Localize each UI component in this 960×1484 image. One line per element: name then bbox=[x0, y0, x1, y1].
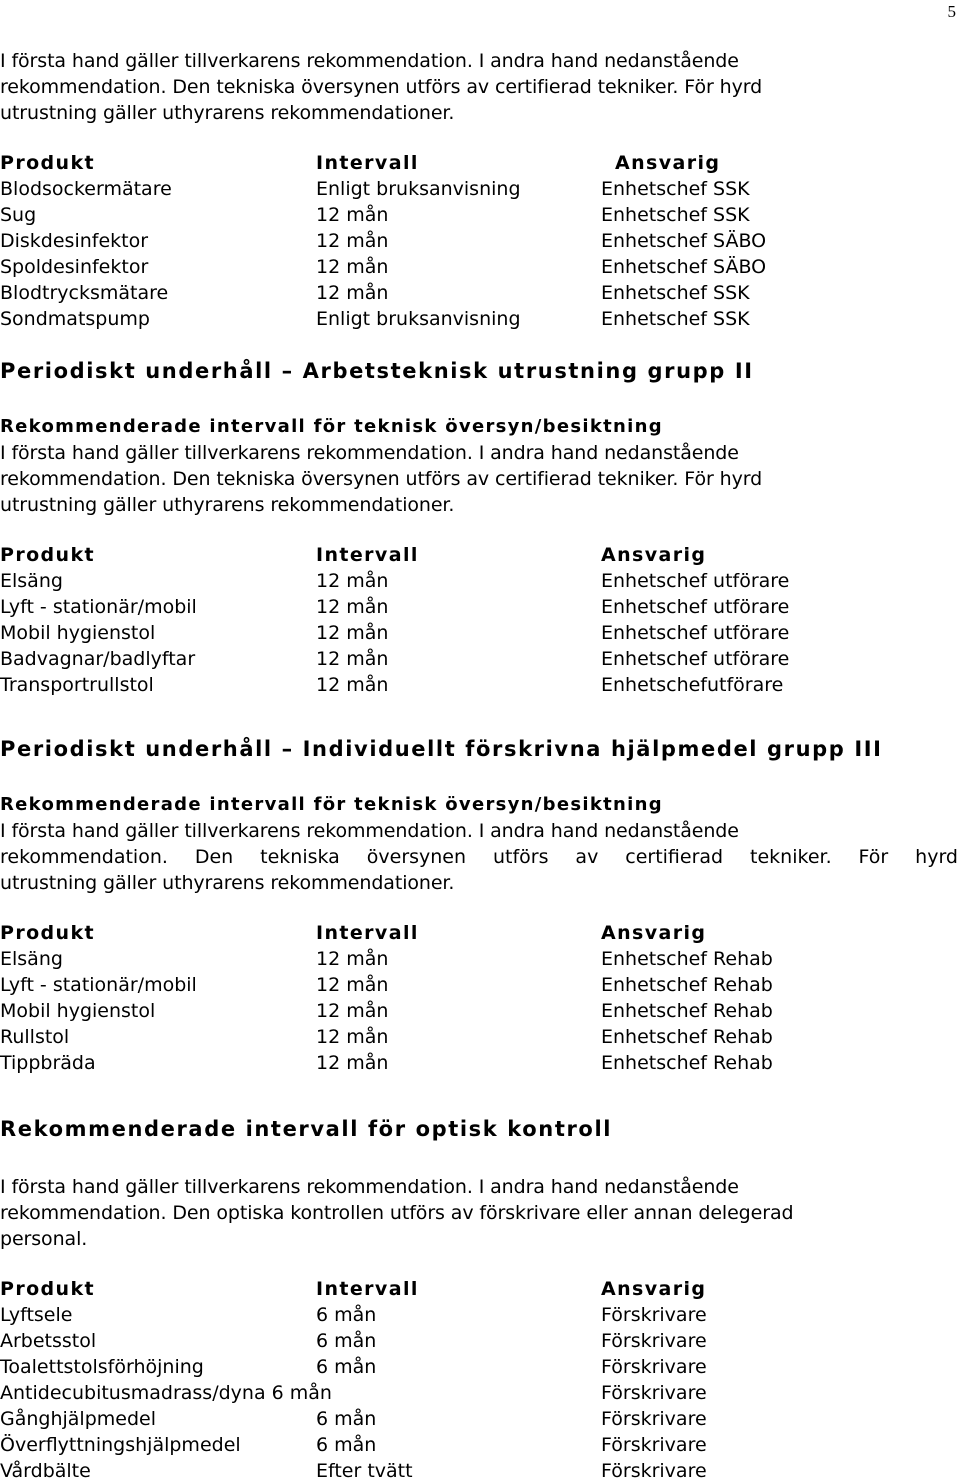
table-header-row bbox=[0, 542, 958, 568]
page-number: 5 bbox=[947, 2, 956, 21]
table-row bbox=[0, 1432, 958, 1458]
cell-ansvarig: Enhetschef Rehab bbox=[601, 948, 773, 970]
header-ansvarig: Ansvarig bbox=[601, 1278, 707, 1300]
table-optisk-kontroll bbox=[0, 1276, 958, 1484]
intro-paragraph bbox=[0, 48, 958, 126]
cell-ansvarig: Enhetschef SSK bbox=[601, 308, 750, 330]
cell-produkt: Blodtrycksmätare bbox=[0, 282, 169, 304]
header-produkt: Produkt bbox=[0, 544, 95, 566]
table-grupp-iii bbox=[0, 920, 958, 1076]
table-row bbox=[0, 594, 958, 620]
table-row bbox=[0, 646, 958, 672]
table-row bbox=[0, 620, 958, 646]
cell-produkt: Vårdbälte bbox=[0, 1460, 91, 1482]
cell-ansvarig: Förskrivare bbox=[601, 1460, 707, 1482]
paragraph-line: rekommendation. Den optiska kontrollen utförs av förskrivare eller annan delegerad bbox=[0, 1202, 794, 1224]
table-row bbox=[0, 1380, 958, 1406]
table-row bbox=[0, 228, 958, 254]
cell-intervall: 12 mån bbox=[316, 1052, 389, 1074]
table-row bbox=[0, 1050, 958, 1076]
header-ansvarig: Ansvarig bbox=[615, 152, 721, 174]
cell-produkt: Lyft - stationär/mobil bbox=[0, 974, 197, 996]
paragraph-line: I första hand gäller tillverkarens rekommendation. I andra hand nedanstående bbox=[0, 1176, 739, 1198]
table-row bbox=[0, 568, 958, 594]
paragraph-line: utrustning gäller uthyrarens rekommendationer. bbox=[0, 494, 455, 516]
cell-intervall: 12 mån bbox=[316, 648, 389, 670]
table-row bbox=[0, 176, 958, 202]
cell-ansvarig: Förskrivare bbox=[601, 1356, 707, 1378]
section-heading: Periodiskt underhåll – Arbetsteknisk utrustning grupp II bbox=[0, 359, 754, 383]
cell-produkt: Mobil hygienstol bbox=[0, 622, 156, 644]
table-row bbox=[0, 1354, 958, 1380]
cell-ansvarig: Förskrivare bbox=[601, 1304, 707, 1326]
paragraph-line: I första hand gäller tillverkarens rekommendation. I andra hand nedanstående bbox=[0, 442, 739, 464]
paragraph-line: rekommendation. Den tekniska översynen utförs av certifierad tekniker. För hyrd bbox=[0, 468, 763, 490]
cell-ansvarig: Enhetschef Rehab bbox=[601, 1000, 773, 1022]
header-ansvarig: Ansvarig bbox=[601, 544, 707, 566]
paragraph-line: I första hand gäller tillverkarens rekommendation. I andra hand nedanstående bbox=[0, 820, 739, 842]
paragraph-line: rekommendation. Den tekniska översynen utförs av certifierad tekniker. För hyrd bbox=[0, 76, 763, 98]
cell-produkt: Elsäng bbox=[0, 948, 63, 970]
cell-intervall: 12 mån bbox=[316, 622, 389, 644]
cell-produkt: Sug bbox=[0, 204, 37, 226]
cell-produkt: Lyftsele bbox=[0, 1304, 73, 1326]
table-row bbox=[0, 202, 958, 228]
table-row bbox=[0, 946, 958, 972]
cell-intervall: 6 mån bbox=[316, 1434, 377, 1456]
cell-ansvarig: Enhetschef utförare bbox=[601, 648, 790, 670]
table-row bbox=[0, 972, 958, 998]
cell-ansvarig: Förskrivare bbox=[601, 1330, 707, 1352]
cell-intervall: 12 mån bbox=[316, 948, 389, 970]
paragraph-line: utrustning gäller uthyrarens rekommendationer. bbox=[0, 872, 455, 894]
section-paragraph bbox=[0, 1174, 958, 1252]
cell-ansvarig: Enhetschef SSK bbox=[601, 204, 750, 226]
paragraph-line: personal. bbox=[0, 1228, 88, 1250]
section-paragraph bbox=[0, 818, 958, 896]
cell-produkt: Toalettstolsförhöjning bbox=[0, 1356, 204, 1378]
cell-ansvarig: Enhetschefutförare bbox=[601, 674, 784, 696]
table-row bbox=[0, 1406, 958, 1432]
cell-intervall: 6 mån bbox=[316, 1408, 377, 1430]
cell-intervall: 12 mån bbox=[316, 256, 389, 278]
table-row bbox=[0, 1328, 958, 1354]
cell-intervall: Enligt bruksanvisning bbox=[316, 308, 521, 330]
cell-intervall: 6 mån bbox=[316, 1304, 377, 1326]
section-paragraph bbox=[0, 440, 958, 518]
cell-ansvarig: Enhetschef utförare bbox=[601, 570, 790, 592]
cell-produkt: Diskdesinfektor bbox=[0, 230, 149, 252]
cell-ansvarig: Enhetschef Rehab bbox=[601, 974, 773, 996]
paragraph-line: utrustning gäller uthyrarens rekommendationer. bbox=[0, 102, 455, 124]
cell-intervall: 12 mån bbox=[316, 1000, 389, 1022]
cell-produkt: Rullstol bbox=[0, 1026, 70, 1048]
table-row bbox=[0, 306, 958, 332]
cell-produkt: Lyft - stationär/mobil bbox=[0, 596, 197, 618]
cell-intervall: 12 mån bbox=[316, 596, 389, 618]
cell-produkt: Spoldesinfektor bbox=[0, 256, 149, 278]
cell-ansvarig: Enhetschef SSK bbox=[601, 178, 750, 200]
cell-ansvarig: Enhetschef Rehab bbox=[601, 1052, 773, 1074]
table-row bbox=[0, 672, 958, 698]
cell-produkt: Elsäng bbox=[0, 570, 63, 592]
table-grupp-ii bbox=[0, 542, 958, 698]
cell-intervall: 12 mån bbox=[316, 974, 389, 996]
cell-ansvarig: Enhetschef Rehab bbox=[601, 1026, 773, 1048]
section-heading: Periodiskt underhåll – Individuellt förskrivna hjälpmedel grupp III bbox=[0, 737, 883, 761]
table-grupp-i bbox=[0, 150, 958, 332]
cell-produkt: Arbetsstol bbox=[0, 1330, 97, 1352]
table-row bbox=[0, 1024, 958, 1050]
cell-intervall: 12 mån bbox=[316, 674, 389, 696]
table-row bbox=[0, 254, 958, 280]
cell-ansvarig: Förskrivare bbox=[601, 1408, 707, 1430]
section-subheading: Rekommenderade intervall för teknisk översyn/besiktning bbox=[0, 416, 663, 437]
cell-produkt: Tippbräda bbox=[0, 1052, 96, 1074]
table-row bbox=[0, 280, 958, 306]
cell-ansvarig: Enhetschef SSK bbox=[601, 282, 750, 304]
cell-intervall: Efter tvätt bbox=[316, 1460, 413, 1482]
cell-ansvarig: Enhetschef SÄBO bbox=[601, 256, 767, 278]
header-intervall: Intervall bbox=[316, 544, 419, 566]
table-header-row bbox=[0, 150, 958, 176]
cell-intervall: 12 mån bbox=[316, 282, 389, 304]
cell-ansvarig: Enhetschef utförare bbox=[601, 596, 790, 618]
cell-produkt: Transportrullstol bbox=[0, 674, 154, 696]
cell-intervall: 6 mån bbox=[316, 1330, 377, 1352]
cell-intervall: 12 mån bbox=[316, 1026, 389, 1048]
table-header-row bbox=[0, 1276, 958, 1302]
cell-intervall: Enligt bruksanvisning bbox=[316, 178, 521, 200]
table-row bbox=[0, 998, 958, 1024]
header-produkt: Produkt bbox=[0, 152, 95, 174]
section-heading: Rekommenderade intervall för optisk kontroll bbox=[0, 1117, 613, 1141]
cell-produkt: Gånghjälpmedel bbox=[0, 1408, 156, 1430]
table-row bbox=[0, 1458, 958, 1484]
cell-intervall: 6 mån bbox=[316, 1356, 377, 1378]
header-intervall: Intervall bbox=[316, 152, 419, 174]
cell-ansvarig: Förskrivare bbox=[601, 1434, 707, 1456]
paragraph-line: I första hand gäller tillverkarens rekommendation. I andra hand nedanstående bbox=[0, 50, 739, 72]
cell-intervall: 12 mån bbox=[316, 570, 389, 592]
cell-produkt: Blodsockermätare bbox=[0, 178, 172, 200]
cell-ansvarig: Enhetschef SÄBO bbox=[601, 230, 767, 252]
table-header-row bbox=[0, 920, 958, 946]
cell-produkt: Badvagnar/badlyftar bbox=[0, 648, 196, 670]
paragraph-line: rekommendation. Den tekniska översynen utförs av certifierad tekniker. För hyrd bbox=[0, 846, 958, 868]
cell-produkt: Mobil hygienstol bbox=[0, 1000, 156, 1022]
header-intervall: Intervall bbox=[316, 1278, 419, 1300]
header-ansvarig: Ansvarig bbox=[601, 922, 707, 944]
cell-produkt: Överflyttningshjälpmedel bbox=[0, 1434, 241, 1456]
cell-intervall: 12 mån bbox=[316, 204, 389, 226]
cell-produkt: Sondmatspump bbox=[0, 308, 150, 330]
cell-ansvarig: Förskrivare bbox=[601, 1382, 707, 1404]
cell-produkt: Antidecubitusmadrass/dyna 6 mån bbox=[0, 1382, 332, 1404]
cell-intervall: 12 mån bbox=[316, 230, 389, 252]
section-subheading: Rekommenderade intervall för teknisk översyn/besiktning bbox=[0, 794, 663, 815]
table-row bbox=[0, 1302, 958, 1328]
header-produkt: Produkt bbox=[0, 1278, 95, 1300]
header-produkt: Produkt bbox=[0, 922, 95, 944]
header-intervall: Intervall bbox=[316, 922, 419, 944]
cell-ansvarig: Enhetschef utförare bbox=[601, 622, 790, 644]
